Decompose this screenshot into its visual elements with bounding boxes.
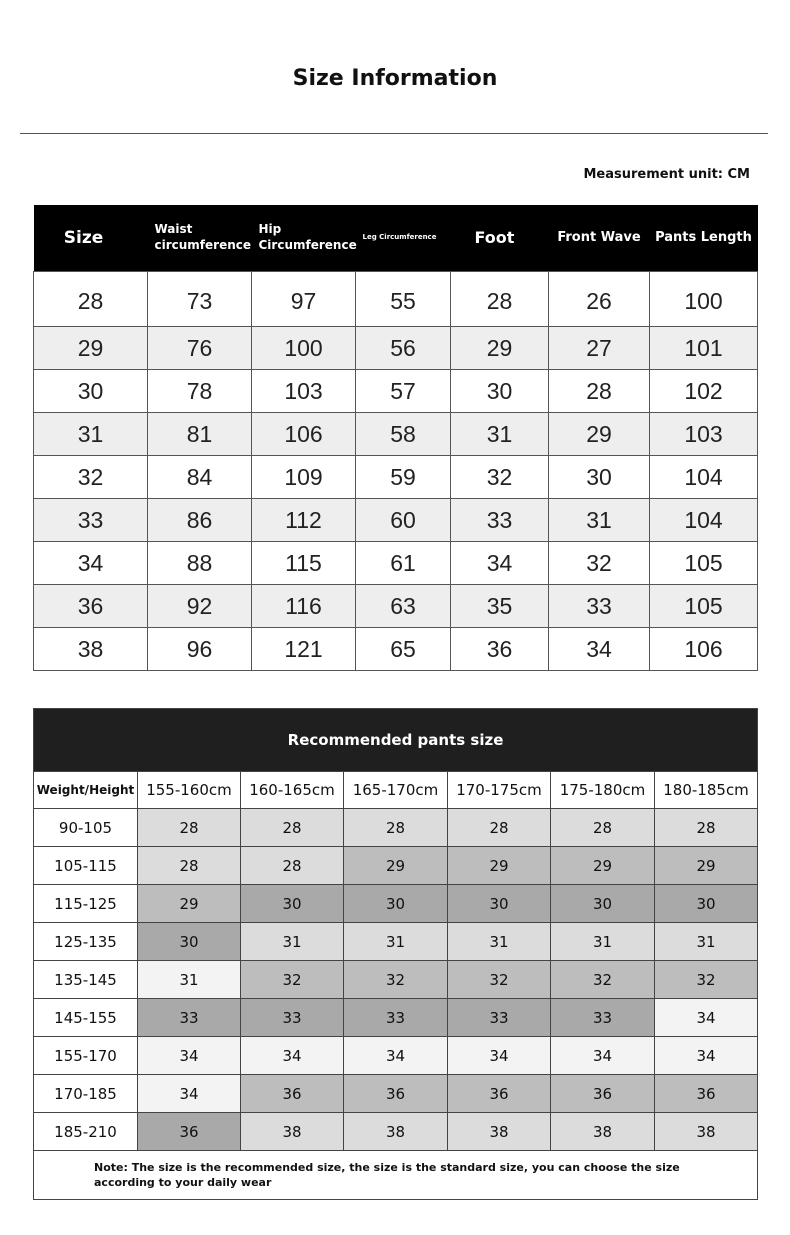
header-leg: Leg Circumference: [356, 205, 451, 272]
header-front-wave: Front Wave: [549, 205, 650, 272]
recommended-size-cell: 34: [655, 1037, 758, 1075]
table-row: [34, 1037, 758, 1075]
size-cell: 34: [549, 628, 650, 671]
size-cell: 60: [356, 499, 451, 542]
size-cell: 36: [34, 585, 148, 628]
size-cell: 30: [549, 456, 650, 499]
size-cell: 88: [148, 542, 252, 585]
weight-label: 185-210: [34, 1113, 138, 1151]
size-cell: 81: [148, 413, 252, 456]
recommended-size-table: [33, 708, 758, 1200]
size-cell: 28: [549, 370, 650, 413]
height-header: 165-170cm: [344, 772, 448, 809]
size-table-header-row: [34, 205, 758, 272]
recommended-size-cell: 30: [138, 923, 241, 961]
recommended-size-cell: 38: [448, 1113, 551, 1151]
size-cell: 104: [650, 499, 758, 542]
height-header: 175-180cm: [551, 772, 655, 809]
recommended-size-cell: 28: [344, 809, 448, 847]
size-cell: 34: [451, 542, 549, 585]
weight-height-label: Weight/Height: [34, 772, 138, 809]
height-header: 180-185cm: [655, 772, 758, 809]
recommended-size-cell: 36: [655, 1075, 758, 1113]
recommended-size-cell: 31: [655, 923, 758, 961]
size-cell: 55: [356, 272, 451, 327]
size-cell: 31: [451, 413, 549, 456]
size-cell: 29: [451, 327, 549, 370]
recommended-size-cell: 34: [655, 999, 758, 1037]
recommended-size-cell: 32: [448, 961, 551, 999]
header-pants-length: Pants Length: [650, 205, 758, 272]
table-row: [34, 456, 758, 499]
recommended-size-cell: 31: [344, 923, 448, 961]
size-cell: 27: [549, 327, 650, 370]
weight-label: 145-155: [34, 999, 138, 1037]
recommended-size-cell: 28: [138, 847, 241, 885]
size-cell: 58: [356, 413, 451, 456]
size-cell: 73: [148, 272, 252, 327]
title-divider: [20, 133, 768, 134]
recommended-size-cell: 34: [241, 1037, 344, 1075]
recommended-size-cell: 30: [448, 885, 551, 923]
table-row: [34, 327, 758, 370]
recommended-size-cell: 36: [344, 1075, 448, 1113]
recommended-size-cell: 33: [551, 999, 655, 1037]
recommended-size-cell: 34: [344, 1037, 448, 1075]
table-row: [34, 413, 758, 456]
size-cell: 28: [34, 272, 148, 327]
table-row: [34, 370, 758, 413]
size-cell: 92: [148, 585, 252, 628]
recommended-size-cell: 29: [344, 847, 448, 885]
recommended-size-cell: 28: [448, 809, 551, 847]
recommended-size-cell: 38: [241, 1113, 344, 1151]
recommended-size-cell: 31: [448, 923, 551, 961]
recommended-size-cell: 38: [344, 1113, 448, 1151]
recommended-size-cell: 36: [138, 1113, 241, 1151]
size-cell: 57: [356, 370, 451, 413]
recommended-size-cell: 30: [241, 885, 344, 923]
size-cell: 116: [252, 585, 356, 628]
header-hip: Hip Circumference: [252, 205, 356, 272]
size-cell: 59: [356, 456, 451, 499]
header-waist: Waist circumference: [148, 205, 252, 272]
size-cell: 115: [252, 542, 356, 585]
recommended-size-cell: 34: [448, 1037, 551, 1075]
recommended-size-cell: 30: [344, 885, 448, 923]
recommended-size-cell: 30: [551, 885, 655, 923]
recommended-size-cell: 29: [448, 847, 551, 885]
size-cell: 65: [356, 628, 451, 671]
size-cell: 28: [451, 272, 549, 327]
weight-label: 155-170: [34, 1037, 138, 1075]
recommended-size-cell: 29: [655, 847, 758, 885]
recommended-size-cell: 34: [551, 1037, 655, 1075]
recommended-size-cell: 34: [138, 1075, 241, 1113]
size-cell: 105: [650, 542, 758, 585]
table-row: [34, 1113, 758, 1151]
recommended-size-cell: 31: [551, 923, 655, 961]
table-row: [34, 847, 758, 885]
size-cell: 84: [148, 456, 252, 499]
size-cell: 121: [252, 628, 356, 671]
size-cell: 32: [34, 456, 148, 499]
weight-label: 115-125: [34, 885, 138, 923]
weight-label: 125-135: [34, 923, 138, 961]
recommended-size-cell: 31: [241, 923, 344, 961]
size-cell: 61: [356, 542, 451, 585]
size-cell: 33: [549, 585, 650, 628]
weight-label: 135-145: [34, 961, 138, 999]
recommended-size-cell: 33: [138, 999, 241, 1037]
recommended-size-cell: 28: [241, 809, 344, 847]
size-cell: 101: [650, 327, 758, 370]
page-title: Size Information: [292, 66, 498, 91]
size-cell: 33: [451, 499, 549, 542]
measurement-unit-label: Measurement unit: CM: [583, 167, 750, 182]
recommended-size-cell: 29: [551, 847, 655, 885]
weight-label: 105-115: [34, 847, 138, 885]
size-cell: 97: [252, 272, 356, 327]
size-cell: 96: [148, 628, 252, 671]
recommended-size-cell: 31: [138, 961, 241, 999]
height-header: 160-165cm: [241, 772, 344, 809]
table-row: [34, 961, 758, 999]
size-cell: 103: [252, 370, 356, 413]
size-cell: 31: [34, 413, 148, 456]
recommended-size-cell: 33: [448, 999, 551, 1037]
size-cell: 104: [650, 456, 758, 499]
recommended-size-cell: 33: [241, 999, 344, 1037]
height-header: 170-175cm: [448, 772, 551, 809]
size-cell: 100: [650, 272, 758, 327]
size-cell: 76: [148, 327, 252, 370]
size-cell: 32: [549, 542, 650, 585]
table-row: [34, 885, 758, 923]
size-cell: 102: [650, 370, 758, 413]
size-cell: 78: [148, 370, 252, 413]
table-row: [34, 1075, 758, 1113]
recommended-size-cell: 34: [138, 1037, 241, 1075]
size-cell: 56: [356, 327, 451, 370]
header-foot: Foot: [451, 205, 549, 272]
size-cell: 100: [252, 327, 356, 370]
recommended-size-cell: 30: [655, 885, 758, 923]
recommended-size-cell: 36: [448, 1075, 551, 1113]
recommended-size-cell: 28: [241, 847, 344, 885]
size-cell: 38: [34, 628, 148, 671]
size-cell: 63: [356, 585, 451, 628]
size-cell: 35: [451, 585, 549, 628]
weight-label: 170-185: [34, 1075, 138, 1113]
recommended-size-cell: 29: [138, 885, 241, 923]
recommended-size-cell: 28: [551, 809, 655, 847]
table-row: [34, 923, 758, 961]
size-cell: 86: [148, 499, 252, 542]
size-cell: 33: [34, 499, 148, 542]
size-cell: 112: [252, 499, 356, 542]
table-row: [34, 499, 758, 542]
size-cell: 26: [549, 272, 650, 327]
recommended-size-cell: 28: [655, 809, 758, 847]
weight-label: 90-105: [34, 809, 138, 847]
size-cell: 30: [34, 370, 148, 413]
size-cell: 106: [252, 413, 356, 456]
header-size: Size: [34, 205, 148, 272]
size-note: Note: The size is the recommended size, the size is the standard size, you can choose the size according to your daily wear: [34, 1151, 758, 1200]
recommended-size-cell: 36: [241, 1075, 344, 1113]
recommended-size-cell: 32: [344, 961, 448, 999]
recommended-size-cell: 32: [551, 961, 655, 999]
recommended-size-cell: 28: [138, 809, 241, 847]
recommended-size-cell: 33: [344, 999, 448, 1037]
size-cell: 31: [549, 499, 650, 542]
recommended-size-cell: 36: [551, 1075, 655, 1113]
height-header: 155-160cm: [138, 772, 241, 809]
size-cell: 106: [650, 628, 758, 671]
recommended-size-cell: 32: [241, 961, 344, 999]
recommended-size-cell: 32: [655, 961, 758, 999]
table-row: [34, 272, 758, 327]
size-cell: 29: [34, 327, 148, 370]
size-cell: 29: [549, 413, 650, 456]
size-cell: 103: [650, 413, 758, 456]
table-row: [34, 542, 758, 585]
size-table: [33, 205, 758, 671]
size-cell: 32: [451, 456, 549, 499]
size-cell: 30: [451, 370, 549, 413]
table-row: [34, 585, 758, 628]
size-cell: 105: [650, 585, 758, 628]
table-row: [34, 999, 758, 1037]
table-row: [34, 628, 758, 671]
recommended-title: Recommended pants size: [34, 709, 758, 772]
size-cell: 36: [451, 628, 549, 671]
recommended-size-cell: 38: [551, 1113, 655, 1151]
size-cell: 34: [34, 542, 148, 585]
recommended-size-cell: 38: [655, 1113, 758, 1151]
size-cell: 109: [252, 456, 356, 499]
table-row: [34, 809, 758, 847]
